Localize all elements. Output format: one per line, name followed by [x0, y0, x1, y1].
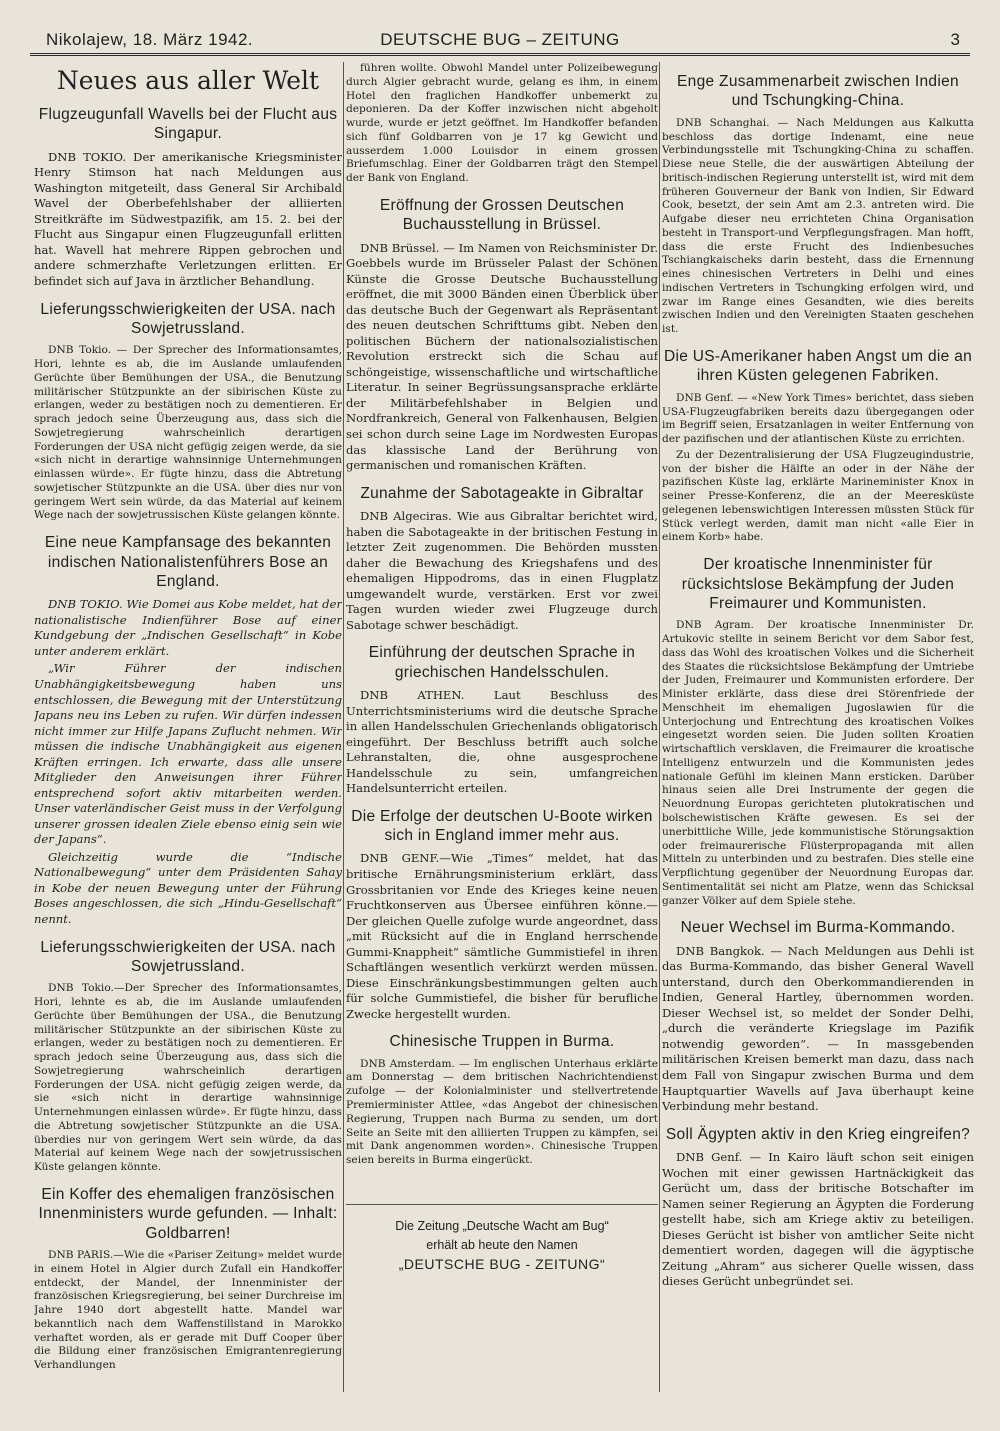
article-text: „Wir Führer der indischen Unabhängigkeitsbewegung haben uns entschlossen, die Bewegung mit der Unterstützung Japans neu ins Leben zu rufen. Wir dürfen indessen nicht immer zur Hilfe Japans Zuflucht nehmen. Wir müssen die indische Unabhängigkeit aus eigenen Kräften erringen. Ich erwarte, dass alle unsere Mitglieder den Anweisungen ihrer Führer entsprechend sofort aktiv mitarbeiten werden. Unser vaterländischer Geist muss in der Verfolgung unserer grossen idealen Ziele ebenso einig sein wie der Japans“. [34, 661, 342, 847]
section-heading: Neues aus aller Welt [56, 66, 320, 95]
article-text: DNB Genf. — «New York Times» berichtet, dass sieben USA-Flugzeugfabriken bereits dazu übergegangen oder im Begriff seien, Ersatzanlagen in weiter Entfernung von der pazifischen und der atlantischen Küste zu errichten. [662, 391, 974, 446]
article-text: DNB Amsterdam. — Im englischen Unterhaus erklärte am Donnerstag — dem britischen Nachrichtendienst zufolge — der Kolonialminister und stellvertretende Premierminister Attlee, «das Angebot der chinesischen Regierung, Truppen nach Burma zu senden, um dort Seite an Seite mit den alliierten Truppen zu kämpfen, sei mit Dank angenommen worden». Chinesische Truppen seien bereits in Burma eingerückt. [346, 1057, 658, 1167]
column-left [34, 62, 342, 1402]
article-text: Gleichzeitig wurde die “Indische Nationalbewegung“ unter dem Präsidenten Sahay in Kobe der neuen Bewegung unter der Führung Boses angeschlossen, die sich „Hindu-Gesellschaft“ nennt. [34, 849, 342, 926]
article-continuation: führen wollte. Obwohl Mandel unter Polizeibewegung durch Algier gebracht wurde, gelang es ihm, in einem Hotel den fraglichen Handkoffer unbemerkt zu deponieren. Da der Koffer inzwischen nicht abgeholt wurde, wurde er jetzt geöffnet. Im Handkoffer befanden sich fünf Goldbarren von je 17 kg Gewicht und ausserdem 1.000 Louisdor in einem grossen Briefumschlag. Einer der Goldbarren trägt den Stempel der Bank von England. [346, 62, 658, 185]
article-text: DNB Bangkok. — Nach Meldungen aus Dehli ist das Burma-Kommando, das bisher General Wavell unterstand, durch den Oberkommandierenden in Indien, General Hartley, übernommen worden. Dieser Wechsel ist, so meldet der Sonder Delhi, „durch die veränderte Kriegslage im Pazifik notwendig geworden“. — In massgebenden militärischen Kreisen bemerkt man dazu, dass nach dem Fall von Singapur zwischen Burma und dem Hauptquartier Wavells auf Java überhaupt keine Verbindung mehr bestand. [662, 943, 974, 1114]
article-heading: Lieferungsschwierigkeiten der USA. nach Sowjetrussland. [40, 300, 336, 337]
notice-newspaper-name: „DEUTSCHE BUG - ZEITUNG“ [398, 1256, 606, 1273]
article-text: DNB PARIS.—Wie die «Pariser Zeitung» meldet wurde in einem Hotel in Algier durch Zufall ein Handkoffer entdeckt, der Mandel, der Innenminister der französischen Kriegsregierung, bei seiner Durchreise im Jahre 1940 dort abgestellt hatte. Mandel war bekanntlich nach dem Waffenstillstand in Marokko verhaftet worden, als er gerade mit Duff Cooper über die Bildung einer französischen Emigrantenregierung Verhandlungen [34, 1249, 342, 1372]
article-heading: Eröffnung der Grossen Deutschen Buchausstellung in Brüssel. [379, 196, 625, 234]
notice-line: Die Zeitung „Deutsche Wacht am Bug“ [395, 1218, 609, 1233]
article-text: DNB TOKIO. Der amerikanische Kriegsminister Henry Stimson hat nach Meldungen aus Washington mitgeteilt, dass General Sir Archibald Wavel der Oberbefehlshaber der alliierten Streitkräfte im Südwestpazifik, am 15. 2. bei der Flucht aus Singapur einen Flugzeugunfall erlitten hat. Wavell hat mehrere Rippen gebrochen und andere schmerzhafte Verletzungen erlitten. Er befindet sich auf Java in ärztlicher Behandlung. [34, 149, 342, 288]
notice-line: erhält ab heute den Namen [426, 1237, 578, 1252]
article-heading: Einführung der deutschen Sprache in griechischen Handelsschulen. [368, 644, 636, 681]
masthead [30, 28, 970, 56]
article-heading: Chinesische Truppen in Burma. [389, 1033, 615, 1051]
article-text: DNB GENF.—Wie „Times“ meldet, hat das britische Ernährungsministerium erklärt, dass Grossbritanien vor Ende des Krieges keine neuen Fruchtkonserven aus Übersee einführen könne.— Der gleichen Quelle zufolge wurde angeordnet, dass „mit Rücksicht auf die in England herrschende Gummi-Knappheit“ sämtliche Gummistiefel in ihren Schaftlängen wesentlich verkürzt werden müssen. Diese Einschränkungsbestimmungen gelten auch für solche Gummistiefel, die bisher für berufliche Zwecke hergestellt wurden. [346, 851, 658, 1021]
article-text: DNB Tokio.—Der Sprecher des Informationsamtes, Hori, lehnte es ab, die im Auslande umlaufenden Gerüchte über Bemühungen der USA., die Benutzung militärischer Stützpunkte an der sibirischen Küste zu erlangen, weder zu bestätigen noch zu dementieren. Er sprach jedoch seine Überzeugung aus, dass sich die Sowjetregierung wahrscheinlich derartigen Forderungen der USA. nicht gefügig zeigen werde, da sie «sich nicht in derartige wahnsinnige Unternehmungen einlassen würde». Er fügte hinzu, dass die Abtretung sowjetischer Stützpunkte an die USA. überdies nur von geringem Wert sein würde, da das Material auf keinem Wege nach der sowjetrussischen Küste gelangen könnte. [34, 982, 342, 1174]
article-heading: Flugzeugunfall Wavells bei der Flucht aus Singapur. [38, 106, 338, 143]
article-text: DNB ATHEN. Laut Beschluss des Unterrichtsministeriums wird die deutsche Sprache in allen Handelsschulen Griechenlands obligatorisch eingeführt. Der Beschluss betrifft auch solche Lehranstalten, die, ohne ausgesprochene Handelsschule zu sein, umfangreichen Handelsunterricht erteilen. [346, 687, 658, 796]
article-text: DNB Algeciras. Wie aus Gibraltar berichtet wird, haben die Sabotageakte in der britischen Festung in letzter Zeit zugenommen. Die Behörden mussten daher die Bewachung des Kriegshafens und des ehemaligen Hippodroms, das in einen Flugplatz umgewandelt wurde, verstärken. Erst vor zwei Tagen wurden wieder zwei Flugzeuge durch Sabotage schwer beschädigt. [346, 508, 658, 632]
article-heading: Die US-Amerikaner haben Angst um die an ihren Küsten gelegenen Fabriken. [663, 348, 973, 385]
article-heading: Enge Zusammenarbeit zwischen Indien und Tschungking-China. [677, 73, 959, 110]
notice-box [346, 1204, 658, 1276]
article-heading: Lieferungsschwierigkeiten der USA. nach Sowjetrussland. [40, 938, 336, 975]
article-heading: Eine neue Kampfansage des bekannten indischen Nationalistenführers Bose an England. [44, 534, 332, 590]
article-text: DNB Brüssel. — Im Namen von Reichsminister Dr. Goebbels wurde im Brüsseler Palast der Schönen Künste die Grosse Deutsche Buchausstellung eröffnet, die mit 3000 Bänden einen Überblick über das deutsche Buch der Gegenwart als Repräsentant des neuen deutschen Schrifttums gibt. Neben den politischen Büchern der nationalsozialistischen Revolution erstreckt sich die Schau auf schöngeistige, wissenschaftliche und wirtschaftliche Literatur. In seiner Begrüssungsansprache erklärte der Militärbefehlshaber in Belgien und Nordfrankreich, General von Falkenhausen, Belgien sei schon durch seine Lage im Nordwesten Europas das klassische Land der Berührung von germanischen und romanischen Kräften. [346, 240, 658, 473]
article-heading: Ein Koffer des ehemaligen französischen Innenministers wurde gefunden. — Inhalt: Goldbarren! [38, 1185, 338, 1242]
article-heading: Neuer Wechsel im Burma-Kommando. [680, 919, 956, 937]
article-text: Zu der Dezentralisierung der USA Flugzeugindustrie, von der bisher die Hälfte an oder in der Nähe der pazifischen Küste lag, erklärte Marineminister Knox in seiner Presse-Konferenz, die an der Meeresküste gelegenen lebenswichtigen Interessen müssten Stück für Stück verlegt werden, damit man nicht «alle Eier in einem Korb» habe. [662, 448, 974, 544]
column-right [662, 62, 974, 1402]
article-text: DNB Genf. — In Kairo läuft schon seit einigen Wochen mit einer gewissen Hartnäckigkeit das Gerücht um, dass der britische Botschafter im Namen seiner Regierung an Ägypten die Forderung gestellt habe, sich am Kriege aktiv zu beteiligen. Dieses Gerücht ist bisher von amtlicher Seite nicht dementiert worden, dagegen will die ägyptische Zeitung „Ahram“ aus sicherer Quelle wissen, dass dieses Gerücht unbegründet sei. [662, 1149, 974, 1289]
article-text: DNB Tokio. — Der Sprecher des Informationsamtes, Hori, lehnte es ab, die im Auslande umlaufenden Gerüchte über Bemühungen der USA., die Benutzung militärischer Stützpunkte an der sibirischen Küste zu erlangen, weder zu bestätigen noch zu dementieren. Er sprach jedoch seine Überzeugung aus, dass sich die Sowjetregierung wahrscheinlich derartigen Forderungen der USA nicht gefügig zeigen werde, da sie «sich nicht in derartige wahnsinnige Unternehmungen einlassen würde». Er fügte hinzu, dass die Abtretung sowjetischer Stützpunkte an die USA. über dies nur von geringem Wert sein würde, da das Material auf keinem Wege nach der sowjetrussischen Küste gelangen könnte. [34, 344, 342, 522]
column-divider [659, 62, 660, 1392]
column-divider [343, 62, 344, 1392]
masthead-rule [30, 53, 970, 56]
article-heading: Zunahme der Sabotageakte in Gibraltar [360, 484, 644, 502]
masthead-date: Nikolajew, 18. März 1942. [46, 30, 254, 49]
article-text: DNB Agram. Der kroatische Innenminister Dr. Artukovic stellte in seinem Bericht vor dem Sabor fest, dass das Wohl des kroatischen Volkes und die Sicherheit des Staates die rücksichtslose Bekämpfung der Umtriebe der Juden, Freimaurer und Kommunisten erfordere. Der Minister erklärte, dass diese drei Störenfriede der Menschheit im ehemaligen Jugoslawien für die Unterjochung und Entrechtung des kroatischen Volkes eingesetzt worden seien. Die Juden sollten Kroatien wirtschaftlich versklaven, die Freimaurer die kroatische Intelligenz entwurzeln und die Kommunisten jedes nationale Gefühl im kleinen Mann ersticken. Darüber hinaus seien alle Drei Instrumente der gegen die Neuordnung Europas gerichteten plutokratischen und bolschewistischen Kräfte gewesen. Es sei der unerbittliche Wille, jede kommunistische Störungsaktion oder freimaurerische Flüsterpropaganda mit allen Mitteln zu unterbinden und zu bestrafen. Dies stelle eine Verpflichtung gegenüber der Neuordnung Europas dar. Sentimentalität sei nicht am Platze, wenn das Schicksal ganzer Völker auf dem Spiele stehe. [662, 619, 974, 907]
column-middle [346, 62, 658, 1402]
article-heading: Soll Ägypten aktiv in den Krieg eingreifen? [665, 1125, 971, 1143]
masthead-title: DEUTSCHE BUG – ZEITUNG [380, 30, 620, 49]
article-heading: Die Erfolge der deutschen U-Boote wirken sich in England immer mehr aus. [351, 807, 653, 845]
article-text: DNB TOKIO. Wie Domei aus Kobe meldet, hat der nationalistische Indienführer Bose auf einer Kundgebung der „Indischen Gesellschaft“ in Kobe unter anderem erklärt. [34, 597, 342, 658]
article-text: DNB Schanghai. — Nach Meldungen aus Kalkutta beschloss das dortige Indenamt, eine neue Verbindungsstelle mit Tschungking-China zu schaffen. Diese neue Stelle, die der auswärtigen Abteilung der britisch-indischen Regierung unterstellt ist, wird mit dem früheren Gouverneur der Bank von Indien, Sir Edward Cook, besetzt, der sein Amt am 2.3. antreten wird. Die Aufgabe dieser neu errichteten China Organisation besteht in Transport-und Verpflegungsfragen. Man hofft, dass die erste Frucht des Indienbesuches Tschiangkaischeks darin besteht, dass die Ernennung eines chinesischen Vertreters in Delhi und eines indischen Vertreters in Tschungking erfolgen wird, und zwar im Range eines Gesandten, wie dies bereits zwischen Indien und den Vereinigten Staaten geschehen ist. [662, 116, 974, 336]
page-number: 3 [950, 30, 960, 49]
article-heading: Der kroatische Innenminister für rücksichtslose Bekämpfung der Juden Freimaurer und Kommunisten. [681, 556, 955, 612]
